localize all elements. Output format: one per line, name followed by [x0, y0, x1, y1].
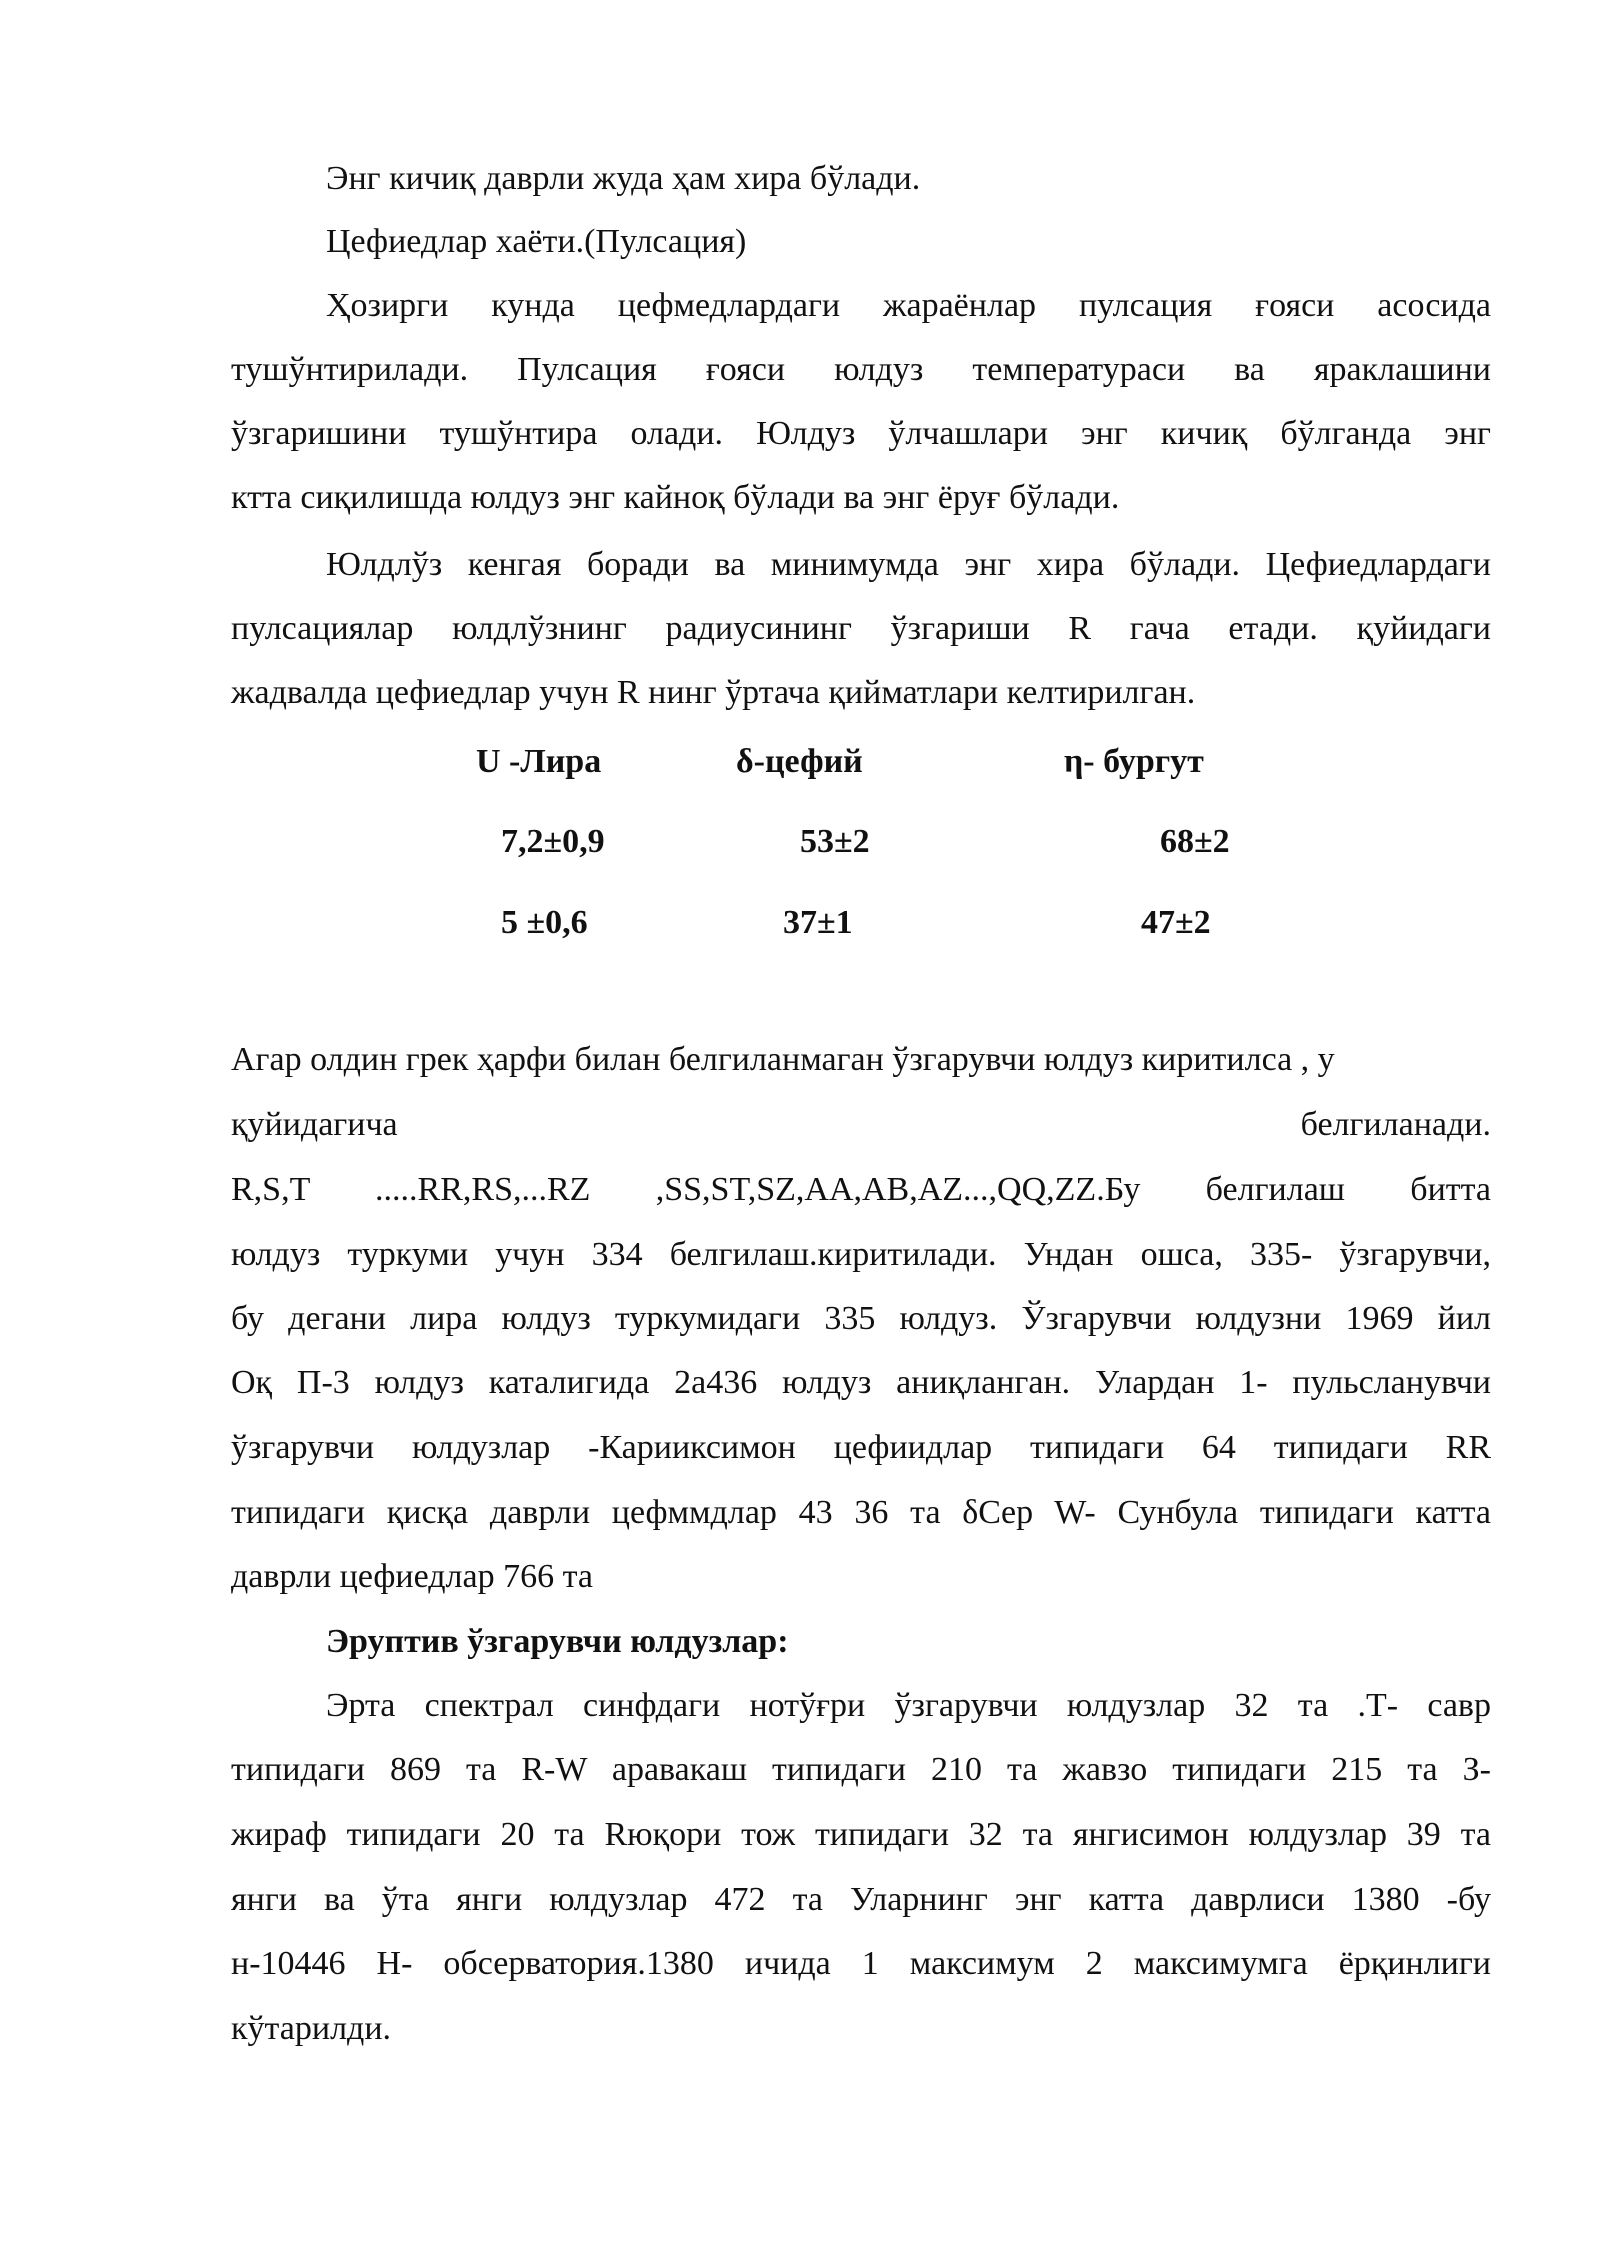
paragraph-line: бу дегани лира юлдуз туркумидаги 335 юлдуз. Ўзгарувчи юлдузни 1969 йил: [231, 1300, 1491, 1337]
paragraph-line: н-10446 Н- обсерватория.1380 ичида 1 максимум 2 максимумга ёрқинлиги: [231, 1945, 1491, 1982]
paragraph-line: Агар олдин грек ҳарфи билан белгиланмаган ўзгарувчи юлдуз киритилса , у: [231, 1041, 1335, 1078]
table-header-lyra: U -Лира: [476, 743, 602, 780]
paragraph-line: жадвалда цефиедлар учун R нинг ўртача қийматлари келтирилган.: [231, 674, 1196, 711]
paragraph-line: Юлдлўз кенгая боради ва минимумда энг хира бўлади. Цефиедлардаги: [326, 546, 1491, 583]
table-header-cephei: δ-цефий: [736, 743, 863, 780]
paragraph-line: типидаги 869 та R-W аравакаш типидаги 210 та жавзо типидаги 215 та З-: [231, 1751, 1491, 1788]
table-cell: 37±1: [783, 904, 853, 941]
paragraph-line: юлдуз туркуми учун 334 белгилаш.киритилади. Ундан ошса, 335- ўзгарувчи,: [231, 1236, 1491, 1273]
paragraph-line: типидаги қисқа даврли цефммдлар 43 36 та δCep W- Сунбула типидаги катта: [231, 1494, 1491, 1531]
section-heading-eruptive: Эруптив ўзгарувчи юлдузлар:: [326, 1623, 789, 1660]
split-line-right: белгиланади.: [1300, 1106, 1491, 1143]
table-cell: 7,2±0,9: [501, 823, 605, 860]
paragraph-line: Энг кичиқ даврли жуда ҳам хира бўлади.: [326, 160, 921, 197]
table-cell: 68±2: [1160, 823, 1230, 860]
paragraph-line: тушўнтирилади. Пулсация ғояси юлдуз температураси ва яраклашини: [231, 351, 1491, 388]
paragraph-line: даврли цефиедлар 766 та: [231, 1558, 593, 1595]
paragraph-line: ўзгарувчи юлдузлар -Карииксимон цефиидлар типидаги 64 типидаги RR: [231, 1429, 1491, 1466]
paragraph-line: янги ва ўта янги юлдузлар 472 та Уларнинг энг катта даврлиси 1380 -бу: [231, 1881, 1491, 1918]
paragraph-line: [231, 1105, 1491, 1145]
paragraph-line: Ҳозирги кунда цефмедлардаги жараёнлар пулсация ғояси асосида: [326, 287, 1491, 324]
table-cell: 47±2: [1141, 904, 1211, 941]
paragraph-line: R,S,T .....RR,RS,...RZ ,SS,ST,SZ,AA,AB,AZ...,QQ,ZZ.Бу белгилаш битта: [231, 1171, 1491, 1208]
table-header-aquila: η- бургут: [1064, 743, 1204, 780]
paragraph-line: пулсациялар юлдлўзнинг радиусининг ўзгариши R гача етади. қуйидаги: [231, 610, 1491, 647]
split-line-left: қуйидагича: [231, 1106, 398, 1143]
paragraph-line: ўзгаришини тушўнтира олади. Юлдуз ўлчашлари энг кичиқ бўлганда энг: [231, 415, 1491, 452]
table-cell: 5 ±0,6: [501, 904, 588, 941]
section-heading: Цефиедлар хаёти.(Пулсация): [326, 223, 747, 260]
paragraph-line: Эрта спектрал синфдаги нотўғри ўзгарувчи юлдузлар 32 та .Т- савр: [326, 1687, 1491, 1724]
paragraph-line: Оқ П-3 юлдуз каталигида 2a436 юлдуз аниқланган. Улардан 1- пульсланувчи: [231, 1364, 1491, 1401]
paragraph-line: жираф типидаги 20 та Rюқори тож типидаги 32 та янгисимон юлдузлар 39 та: [231, 1816, 1491, 1853]
table-cell: 53±2: [800, 823, 870, 860]
paragraph-line: кттa сиқилишда юлдуз энг кайноқ бўлади ва энг ёруғ бўлади.: [231, 479, 1120, 516]
paragraph-line: кўтарилди.: [231, 2010, 392, 2047]
